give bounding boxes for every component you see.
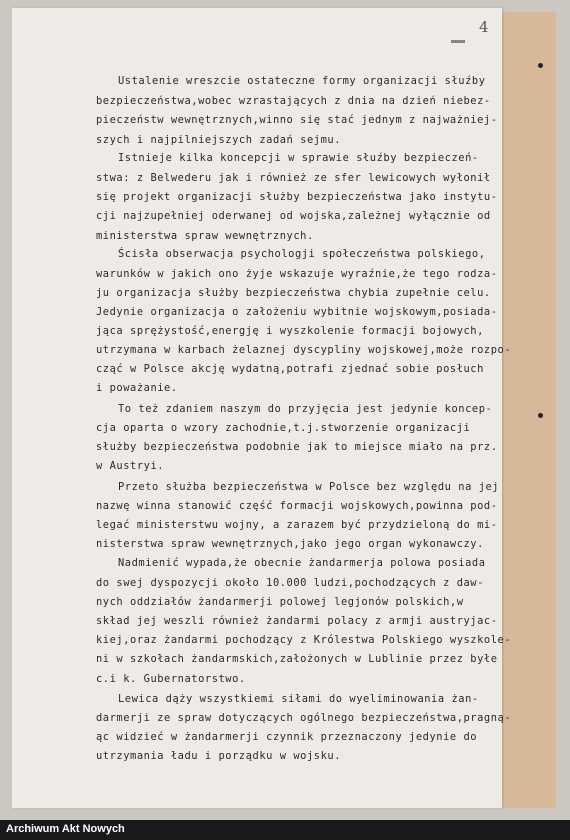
text-line: utrzymana w karbach żelaznej dyscypliny wojskowej,może rozpo- [96,344,512,356]
text-line: cji najzupełniej oderwanej od wojska,zależnej wyłącznie od [96,210,491,222]
text-line: cząć w Polsce akcję wydatną,potrafi zjednać sobie posłuch [96,363,484,375]
text-line: Przeto służba bezpieczeństwa w Polsce bez względu na jej [118,481,500,493]
text-line: ąc widzieć w żandarmerji czynnik przeznaczony jedynie do [96,731,478,743]
text-line: do swej dyspozycji około 10.000 ludzi,pochodzących z daw- [96,577,484,589]
text-line: Ustalenie wreszcie ostateczne formy organizacji słuźby [118,75,486,87]
underlying-page-edge [500,12,556,808]
text-line: jąca sprężystość,energję i wyszkolenie formacji bojowych, [96,325,484,337]
text-line: To też zdaniem naszym do przyjęcia jest jedynie koncep- [118,403,493,415]
text-line: Ścisła obserwacja psychologji społeczeństwa polskiego, [118,248,486,260]
text-line: cja oparta o wzory zachodnie,t.j.stworzenie organizacji [96,422,471,434]
text-line: szych i najpilniejszych zadań sejmu. [96,134,342,146]
text-line: służby bezpieczeństwa podobnie jak to miejsce miało na prz. [96,441,498,453]
text-line: Nadmienić wypada,że obecnie żandarmerja polowa posiada [118,557,486,569]
text-line: darmerji ze spraw dotyczących ogólnego bezpieczeństwa,pragną- [96,712,512,724]
archive-footer [0,820,570,840]
text-line: się projekt organizacji służby bezpieczeństwa jako instytu- [96,191,498,203]
archive-label: Archiwum Akt Nowych [6,823,125,835]
text-line: i poważanie. [96,382,178,394]
text-line: ju organizacja służby bezpieczeństwa chybia zupełnie celu. [96,287,491,299]
text-line: stwa: z Belwederu jak i również ze sfer lewicowych wyłonił [96,172,491,184]
text-line: Lewica dąży wszystkiemi siłami do wyeliminowania żan- [118,693,479,705]
text-line: skład jej weszli również żandarmi polacy z armji austryjac- [96,615,498,627]
text-line: nych oddziałów żandarmerji polowej legjonów polskich,w [96,596,464,608]
text-line: c.i k. Gubernatorstwo. [96,673,246,685]
text-line: Jedynie organizacja o założeniu wybitnie wojskowym,posiada- [96,306,498,318]
text-line: Istnieje kilka koncepcji w sprawie słuźby bezpieczeń- [118,152,479,164]
pencil-mark [451,40,465,43]
text-line: nazwę winna stanowić część formacji wojskowych,powinna pod- [96,500,498,512]
page-number: 4 [479,18,489,36]
text-line: utrzymania ładu i porządku w wojsku. [96,750,342,762]
text-line: nisterstwa spraw wewnętrznych,jako jego organ wykonawczy. [96,538,484,550]
text-line: ministerstwa spraw wewnętrznych. [96,230,314,242]
text-line: kiej,oraz żandarmi pochodzący z Królestwa Polskiego wyszkole- [96,634,512,646]
text-line: warunków w jakich ono żyje wskazuje wyraźnie,że tego rodza- [96,268,498,280]
text-line: legać ministerstwu wojny, a zarazem być przydzieloną do mi- [96,519,498,531]
text-line: bezpieczeństwa,wobec wzrastających z dnia na dzień niebez- [96,95,491,107]
text-line: ni w szkołach żandarmskich,założonych w Lublinie przez byłe [96,653,498,665]
text-line: w Austryi. [96,460,165,472]
text-line: pieczeństw wewnętrznych,winno się stać jednym z najważniej- [96,114,498,126]
